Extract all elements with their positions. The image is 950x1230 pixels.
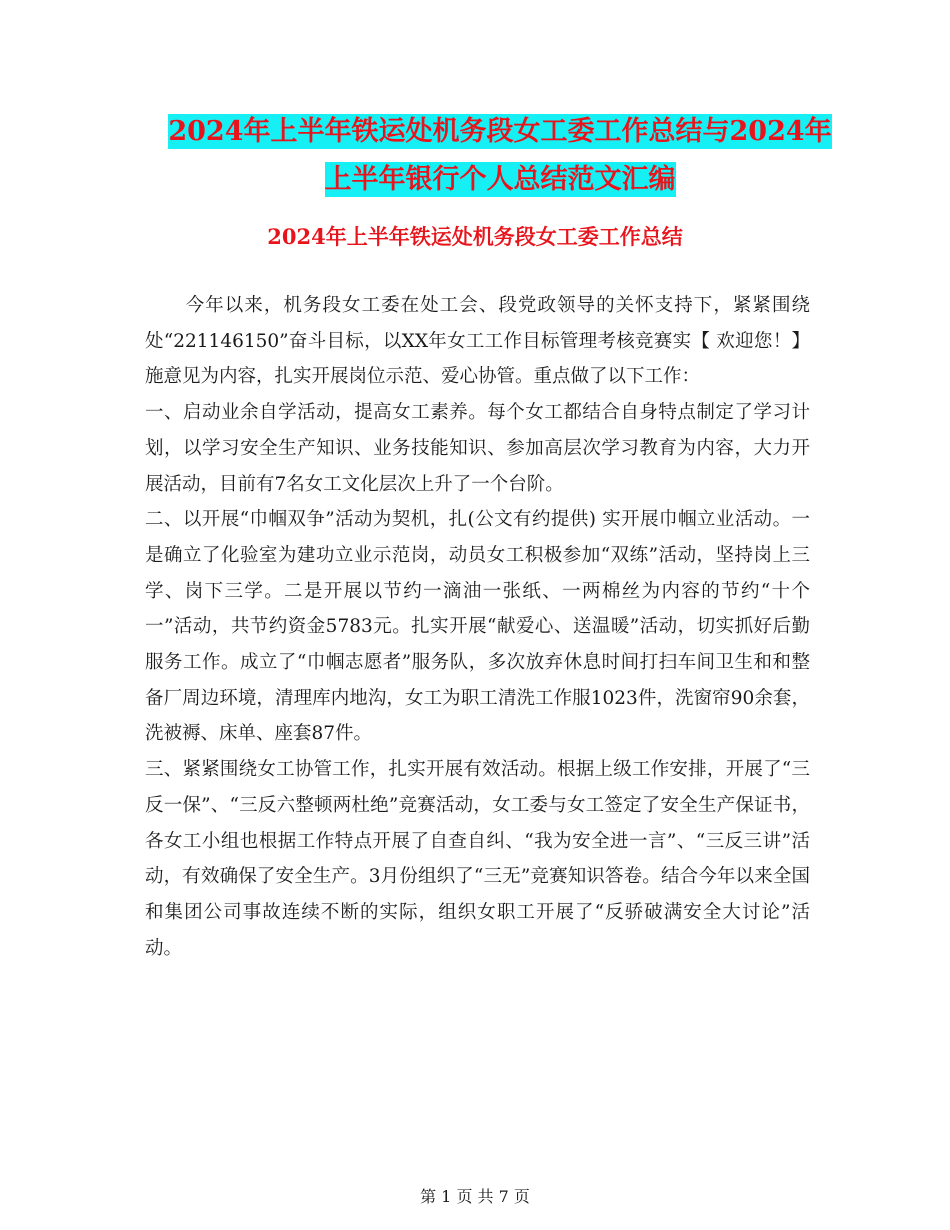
document-title-line-2: 上半年银行个人总结范文汇编 (324, 164, 676, 195)
section-paragraph-1: 一、启动业余自学活动，提高女工素养。每个女工都结合自身特点制定了学习计划，以学习安全生产知识、业务技能知识、参加高层次学习教育为内容，大力开展活动，目前有7名女工文化层次上升了一个台阶。 (145, 402, 810, 495)
section-title: 2024年上半年铁运处机务段女工委工作总结 (267, 224, 683, 249)
document-title (140, 108, 860, 204)
intro-paragraph: 今年以来，机务段女工委在处工会、段党政领导的关怀支持下，紧紧围绕处“221146150”奋斗目标，以XX年女工工作目标管理考核竞赛实【 欢迎您！】施意见为内容，扎实开展岗位示范、爱心协管。重点做了以下工作： (145, 295, 810, 388)
document-title-line-1: 2024年上半年铁运处机务段女工委工作总结与2024年 (168, 116, 832, 147)
page-number-footer: 第 1 页 共 7 页 (420, 1187, 530, 1206)
section-paragraph-2: 二、以开展“巾帼双争”活动为契机，扎(公文有约提供) 实开展巾帼立业活动。一是确立了化验室为建功立业示范岗，动员女工积极参加“双练”活动，坚持岗上三学、岗下三学。二是开展以节约一滴油一张纸、一两棉丝为内容的节约“十个一”活动，共节约资金5783元。扎实开展“献爱心、送温暖”活动，切实抓好后勤服务工作。成立了“巾帼志愿者”服务队，多次放弃休息时间打扫车间卫生和和整备厂周边环境，清理库内地沟，女工为职工清洗工作服1023件，洗窗帘90余套，洗被褥、床单、座套87件。 (145, 509, 810, 745)
section-paragraph-3: 三、紧紧围绕女工协管工作，扎实开展有效活动。根据上级工作安排，开展了“三反一保”、“三反六整顿两杜绝”竞赛活动，女工委与女工签定了安全生产保证书，各女工小组也根据工作特点开展了自查自纠、“我为安全进一言”、“三反三讲”活动，有效确保了安全生产。3月份组织了“三无”竞赛知识答卷。结合今年以来全国和集团公司事故连续不断的实际，组织女职工开展了“反骄破满安全大讨论”活动。 (145, 759, 810, 959)
document-body (145, 288, 810, 966)
